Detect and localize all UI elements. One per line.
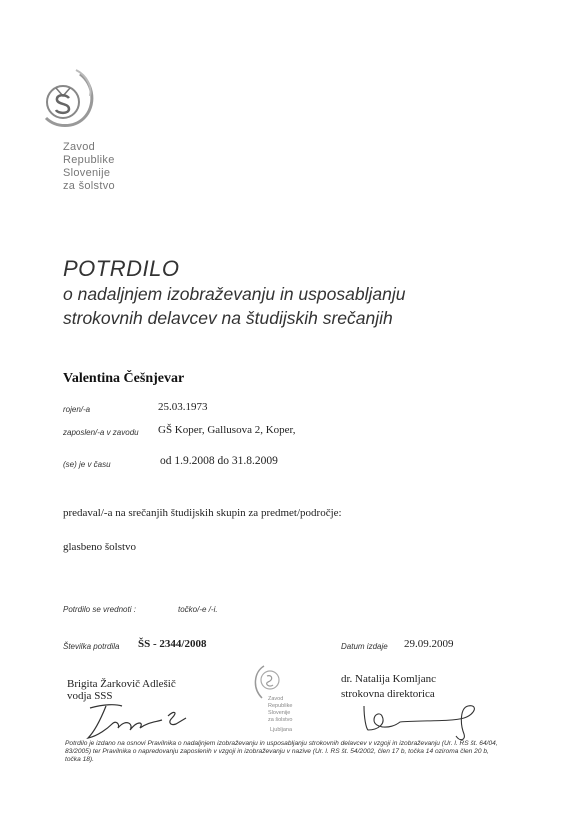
zrss-logo-icon [36,66,98,130]
date-value: 29.09.2009 [404,638,454,650]
date-label: Datum izdaje [341,642,388,651]
stamp-line-2: Republike [268,703,293,709]
left-signatory-role: vodja SSS [67,690,113,702]
born-label: rojen/-a [63,405,91,414]
lectured-text: predaval/-a na srečanjih študijskih skupin za predmet/področje: [63,507,342,519]
right-signatory-name: dr. Natalija Komljanc [341,673,436,685]
born-value: 25.03.1973 [158,401,208,413]
points-label: Potrdilo se vrednoti : [63,605,136,614]
right-signature-icon [360,700,490,742]
employed-value: GŠ Koper, Gallusova 2, Koper, [158,424,296,436]
org-name-line-1: Zavod [63,141,96,153]
document-subtitle-line-2: strokovnih delavcev na študijskih srečanjih [63,308,393,328]
stamp-line-4: za šolstvo [268,717,293,723]
period-label: (se) je v času [63,460,111,469]
org-name-line-4: za šolstvo [63,180,115,192]
legal-footnote: Potrdilo je izdano na osnovi Pravilnika o nadaljnjem izobraževanju in usposabljanju strokovnih delavcev v vzgoji in izobraževanju (Ur. l. RS št. 64/04, 83/2005) ter Pravilnika o napredovanju zaposlenih v vzgoji in izobraževanju v nazive (Ur. l. RS št. 54/2002, člen 17 b, točka 14 oziroma člen 20 b, točka 18). [65,740,498,763]
left-signature-icon [82,700,192,742]
cert-number-value: ŠS - 2344/2008 [138,638,207,650]
stamp-line-1: Zavod [268,696,284,702]
document-title: POTRDILO [63,256,180,281]
subject-value: glasbeno šolstvo [63,541,137,553]
employed-label: zaposlen/-a v zavodu [63,428,139,437]
stamp-line-3: Slovenije [268,710,291,716]
org-name-line-3: Slovenije [63,167,111,179]
cert-number-label: Številka potrdila [63,642,120,651]
stamp-line-5: Ljubljana [270,727,293,733]
period-value: od 1.9.2008 do 31.8.2009 [160,455,278,467]
document-subtitle-line-1: o nadaljnjem izobraževanju in usposabljanju [63,284,406,304]
points-value: točko/-e /-i. [178,605,218,614]
org-name-line-2: Republike [63,154,115,166]
left-signatory-name: Brigita Žarkovič Adlešič [67,678,176,690]
right-signatory-role: strokovna direktorica [341,688,435,700]
person-name: Valentina Češnjevar [63,371,185,386]
